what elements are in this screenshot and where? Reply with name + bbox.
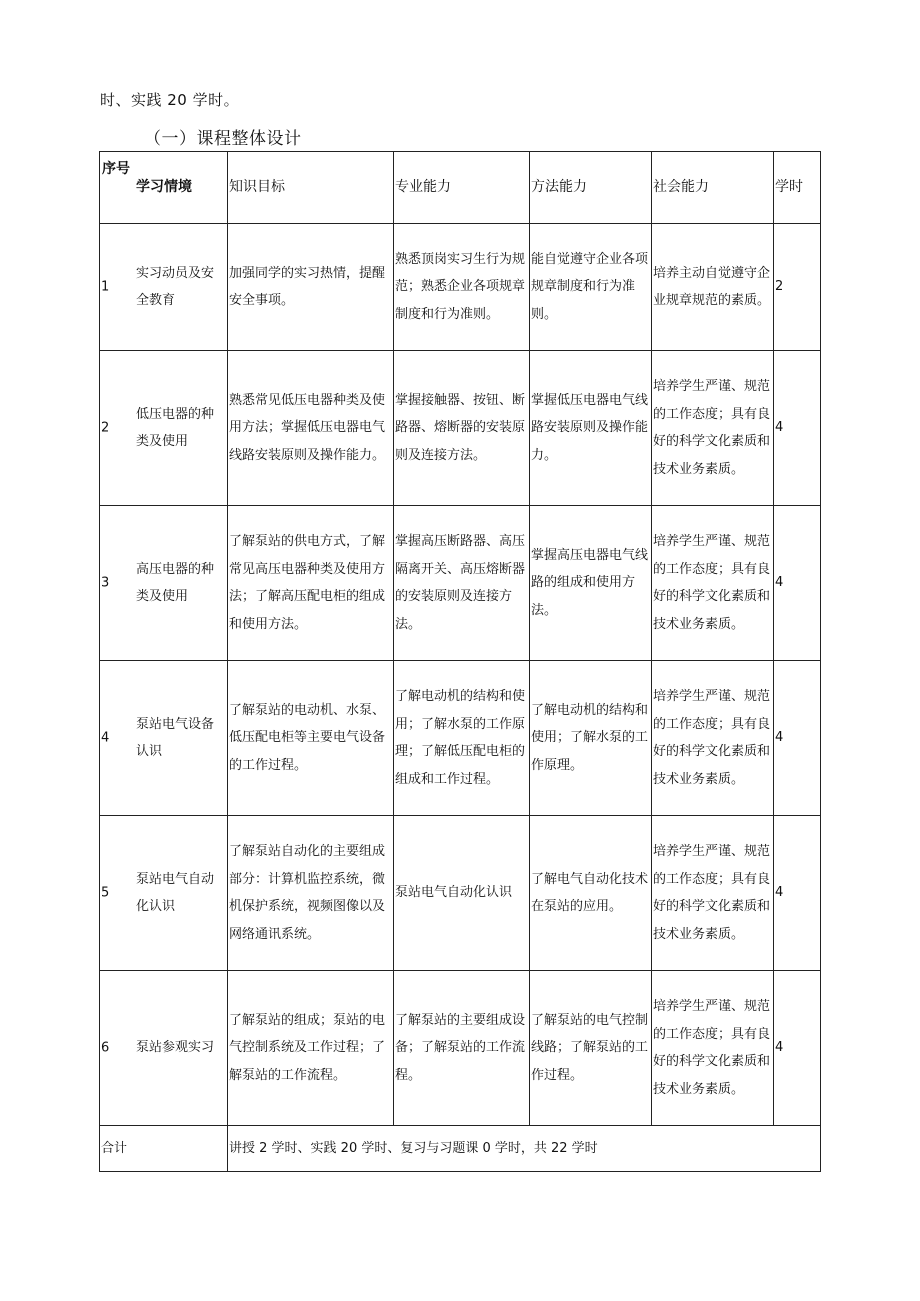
header-social: 社会能力 — [652, 152, 774, 224]
row-situation: 泵站电气自动化认识 — [136, 871, 215, 914]
table-row — [100, 661, 821, 816]
row-number: 1 — [101, 279, 110, 295]
row-situation: 泵站参观实习 — [136, 1040, 215, 1056]
row-number: 6 — [101, 1040, 110, 1056]
row-situation: 实习动员及安全教育 — [136, 265, 215, 308]
row-knowledge: 了解泵站的电动机、水泵、低压配电柜等主要电气设备的工作过程。 — [228, 661, 394, 816]
row-social: 培养学生严谨、规范的工作态度；具有良好的科学文化素质和技术业务素质。 — [652, 971, 774, 1126]
row-cell-number-situation — [100, 816, 228, 971]
total-summary: 讲授 2 学时、实践 20 学时、复习与习题课 0 学时，共 22 学时 — [228, 1126, 821, 1172]
row-cell-number-situation — [100, 351, 228, 506]
table-total-row — [100, 1126, 821, 1172]
row-situation: 泵站电气设备认识 — [136, 716, 215, 759]
row-method: 了解泵站的电气控制线路；了解泵站的工作过程。 — [530, 971, 652, 1126]
row-professional: 掌握接触器、按钮、断路器、熔断器的安装原则及连接方法。 — [394, 351, 530, 506]
row-knowledge: 了解泵站自动化的主要组成部分：计算机监控系统，微机保护系统，视频图像以及网络通讯系统。 — [228, 816, 394, 971]
row-knowledge: 熟悉常见低压电器种类及使用方法；掌握低压电器电气线路安装原则及操作能力。 — [228, 351, 394, 506]
header-knowledge: 知识目标 — [228, 152, 394, 224]
row-hours: 2 — [774, 224, 821, 351]
row-social: 培养学生严谨、规范的工作态度；具有良好的科学文化素质和技术业务素质。 — [652, 351, 774, 506]
table-row — [100, 971, 821, 1126]
header-situation: 学习情境 — [136, 179, 192, 195]
row-hours: 4 — [774, 661, 821, 816]
row-cell-number-situation — [100, 971, 228, 1126]
row-professional: 掌握高压断路器、高压隔离开关、高压熔断器的安装原则及连接方法。 — [394, 506, 530, 661]
header-method: 方法能力 — [530, 152, 652, 224]
row-number: 3 — [101, 575, 110, 591]
course-design-table — [99, 151, 821, 1172]
row-cell-number-situation — [100, 224, 228, 351]
row-professional: 泵站电气自动化认识 — [394, 816, 530, 971]
row-method: 了解电动机的结构和使用；了解水泵的工作原理。 — [530, 661, 652, 816]
table-header-row — [100, 152, 821, 224]
section-heading: （一）课程整体设计 — [144, 129, 302, 149]
row-method: 掌握低压电器电气线路安装原则及操作能力。 — [530, 351, 652, 506]
row-knowledge: 了解泵站的供电方式，了解常见高压电器种类及使用方法；了解高压配电柜的组成和使用方法。 — [228, 506, 394, 661]
table-row — [100, 506, 821, 661]
row-method: 了解电气自动化技术在泵站的应用。 — [530, 816, 652, 971]
row-hours: 4 — [774, 816, 821, 971]
row-method: 掌握高压电器电气线路的组成和使用方法。 — [530, 506, 652, 661]
row-method: 能自觉遵守企业各项规章制度和行为准则。 — [530, 224, 652, 351]
row-hours: 4 — [774, 971, 821, 1126]
row-number: 5 — [101, 885, 110, 901]
row-situation: 低压电器的种类及使用 — [136, 406, 215, 449]
row-social: 培养学生严谨、规范的工作态度；具有良好的科学文化素质和技术业务素质。 — [652, 816, 774, 971]
row-situation: 高压电器的种类及使用 — [136, 561, 215, 604]
header-seq: 序号 — [102, 161, 130, 177]
table-row — [100, 224, 821, 351]
row-hours: 4 — [774, 506, 821, 661]
table-row — [100, 816, 821, 971]
row-hours: 4 — [774, 351, 821, 506]
row-social: 培养主动自觉遵守企业规章规范的素质。 — [652, 224, 774, 351]
header-professional: 专业能力 — [394, 152, 530, 224]
row-number: 2 — [101, 420, 110, 436]
intro-text: 时、实践 20 学时。 — [100, 91, 240, 109]
row-professional: 了解电动机的结构和使用；了解水泵的工作原理；了解低压配电柜的组成和工作过程。 — [394, 661, 530, 816]
total-label: 合计 — [100, 1126, 228, 1172]
table-row — [100, 351, 821, 506]
row-cell-number-situation — [100, 661, 228, 816]
header-hours: 学时 — [774, 152, 821, 224]
row-professional: 了解泵站的主要组成设备；了解泵站的工作流程。 — [394, 971, 530, 1126]
header-seq-situation — [100, 152, 228, 224]
row-professional: 熟悉顶岗实习生行为规范；熟悉企业各项规章制度和行为准则。 — [394, 224, 530, 351]
row-knowledge: 加强同学的实习热情，提醒安全事项。 — [228, 224, 394, 351]
row-social: 培养学生严谨、规范的工作态度；具有良好的科学文化素质和技术业务素质。 — [652, 661, 774, 816]
row-social: 培养学生严谨、规范的工作态度；具有良好的科学文化素质和技术业务素质。 — [652, 506, 774, 661]
row-knowledge: 了解泵站的组成；泵站的电气控制系统及工作过程；了解泵站的工作流程。 — [228, 971, 394, 1126]
row-number: 4 — [101, 730, 110, 746]
row-cell-number-situation — [100, 506, 228, 661]
